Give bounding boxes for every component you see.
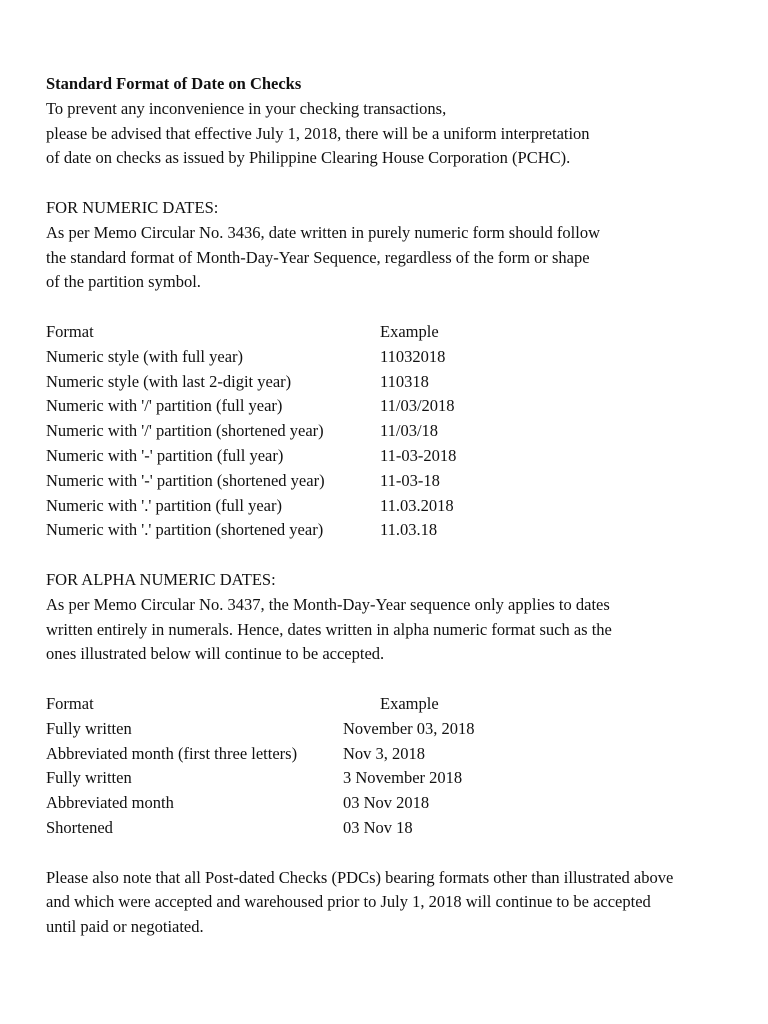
note-line: Please also note that all Post-dated Checks (PDCs) bearing formats other than illustrated above [46,867,674,887]
numeric-section-heading [46,196,748,221]
table-row [46,766,748,791]
paragraph-line: ones illustrated below will continue to be accepted. [46,644,385,664]
example-cell: 11-03-18 [380,470,440,490]
column-header-format: Format [46,321,94,341]
paragraph-line: As per Memo Circular No. 3437, the Month-Day-Year sequence only applies to dates [46,594,610,614]
format-cell: Numeric style (with full year) [46,346,244,366]
column-header-example: Example [380,693,439,713]
table-row [46,394,748,419]
table-row [46,444,748,469]
note-line: until paid or negotiated. [46,917,204,937]
table-row [46,345,748,370]
example-cell: 11032018 [380,346,446,366]
example-cell: 3 November 2018 [343,768,463,788]
spacer [46,295,748,320]
format-cell: Shortened [46,817,113,837]
paragraph-line: written entirely in numerals. Hence, dates written in alpha numeric format such as the [46,619,612,639]
format-cell: Numeric with '.' partition (full year) [46,495,282,515]
example-cell: 03 Nov 18 [343,817,413,837]
format-cell: Numeric with '-' partition (shortened year) [46,470,325,490]
alpha-paragraph [46,593,748,667]
spacer [46,841,748,866]
section-heading: FOR ALPHA NUMERIC DATES: [46,569,276,589]
table-row [46,370,748,395]
column-header-example: Example [380,321,439,341]
table-row [46,816,748,841]
example-cell: 03 Nov 2018 [343,793,430,813]
paragraph-line: the standard format of Month-Day-Year Sequence, regardless of the form or shape [46,247,590,267]
example-cell: 110318 [380,371,429,391]
format-cell: Numeric style (with last 2-digit year) [46,371,292,391]
format-cell: Numeric with '/' partition (shortened year) [46,421,324,441]
spacer [46,667,748,692]
table-row [46,494,748,519]
table-row [46,469,748,494]
spacer [46,543,748,568]
example-cell: 11-03-2018 [380,445,457,465]
format-cell: Fully written [46,718,132,738]
format-cell: Numeric with '/' partition (full year) [46,396,283,416]
example-cell: 11/03/2018 [380,396,455,416]
numeric-paragraph [46,221,748,295]
format-cell: Numeric with '-' partition (full year) [46,445,284,465]
table-row [46,791,748,816]
example-cell: 11/03/18 [380,421,439,441]
alpha-section-heading [46,568,748,593]
example-cell: Nov 3, 2018 [343,743,426,763]
spacer [46,171,748,196]
intro-line: To prevent any inconvenience in your checking transactions, [46,98,447,118]
numeric-format-table [46,320,748,543]
example-cell: 11.03.2018 [380,495,454,515]
table-row [46,742,748,767]
intro-line: please be advised that effective July 1, 2018, there will be a uniform interpretation [46,123,590,143]
example-cell: November 03, 2018 [343,718,475,738]
table-header-row [46,692,748,717]
paragraph-line: of the partition symbol. [46,272,201,292]
format-cell: Abbreviated month [46,793,174,813]
table-row [46,717,748,742]
table-row [46,419,748,444]
format-cell: Fully written [46,768,132,788]
section-heading: FOR NUMERIC DATES: [46,197,219,217]
intro-line: of date on checks as issued by Philippine Clearing House Corporation (PCHC). [46,148,571,168]
table-header-row [46,320,748,345]
alpha-format-table [46,692,748,841]
paragraph-line: As per Memo Circular No. 3436, date written in purely numeric form should follow [46,222,601,242]
document-title: Standard Format of Date on Checks [46,74,302,93]
intro-paragraph [46,97,748,171]
table-row [46,518,748,543]
column-header-format: Format [46,693,94,713]
format-cell: Abbreviated month (first three letters) [46,743,298,763]
closing-note [46,866,748,940]
note-line: and which were accepted and warehoused prior to July 1, 2018 will continue to be accepted [46,892,651,912]
format-cell: Numeric with '.' partition (shortened year) [46,520,324,540]
example-cell: 11.03.18 [380,520,438,540]
